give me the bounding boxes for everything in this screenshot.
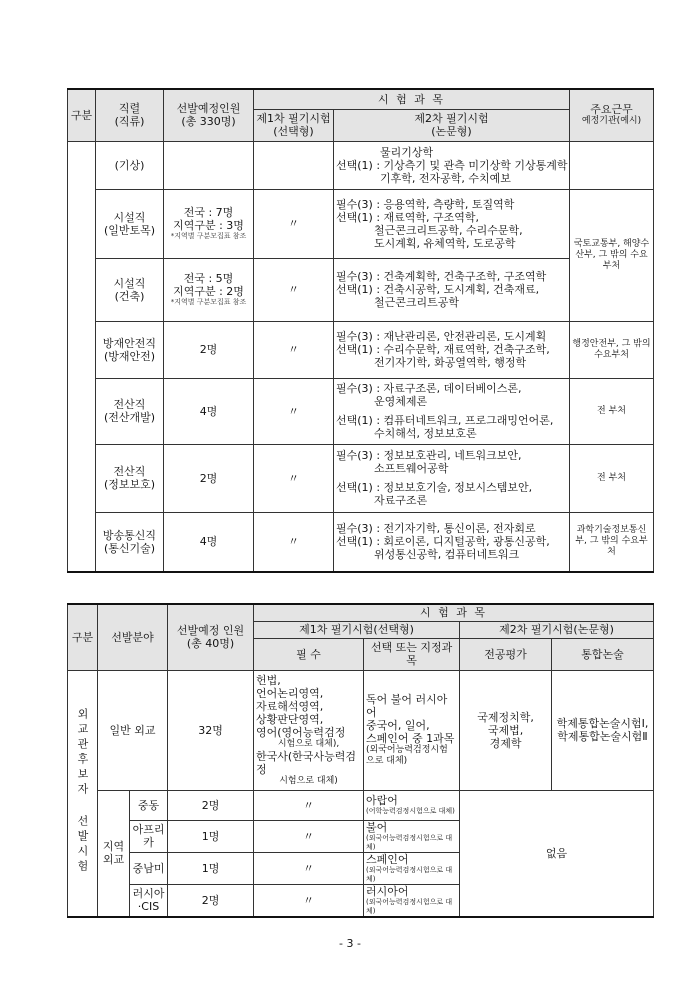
header-first-exam: 제1차 필기시험(선택형)	[254, 621, 460, 638]
subject-line: 수치해석, 정보보호론	[374, 427, 477, 440]
subject-line: 선택(1) : 회로이론, 디지털공학, 광통신공학,	[336, 535, 550, 549]
header-quota-total: (총 40명)	[186, 637, 235, 651]
major-line: 경제학	[489, 736, 522, 750]
area-cell: 중남미	[130, 852, 168, 884]
subject-line: 선택(1) : 수리수문학, 재료역학, 건축구조학,	[336, 343, 550, 356]
exam-table-1	[67, 88, 654, 573]
elective-cell	[364, 790, 460, 820]
integrated-line: 학제통합논술시험Ⅰ,	[556, 717, 649, 730]
quota-note: *지역별 구분모집표 참조	[170, 298, 247, 306]
header-jikryu-label: (직류)	[114, 115, 145, 129]
quota-cell: 2명	[164, 321, 254, 378]
first-exam-cell	[254, 141, 334, 189]
required-line: 상황판단영역,	[256, 712, 324, 726]
jikryu-name: (방재안전)	[103, 349, 156, 363]
subject-line: 물리기상학	[380, 145, 434, 159]
header-agency-sub: 예정기관(예시)	[581, 116, 642, 127]
second-exam-cell	[334, 321, 570, 378]
first-exam-cell: 〃	[254, 444, 334, 512]
header-gubun: 구분	[68, 604, 98, 670]
quota-note: *지역별 구분모집표 참조	[170, 232, 247, 240]
jikryeol-name: 방재안전직	[102, 336, 157, 350]
header-quota-label: 선발예정인원	[176, 102, 241, 116]
integrated-cell	[552, 670, 654, 790]
subject-line: 도시계획, 유체역학, 도로공학	[374, 236, 516, 250]
header-field: 선발분야	[98, 604, 168, 670]
table-row	[68, 670, 654, 790]
field-cell: 일반 외교	[98, 670, 168, 790]
lang-note: (외국어능력검정시험으로 대체)	[366, 897, 453, 915]
required-cell: 〃	[254, 820, 364, 852]
jikryeol-name: (기상)	[114, 158, 145, 172]
required-line: 자료해석영역,	[256, 699, 324, 713]
lang-name: 불어	[366, 820, 388, 834]
quota-regional: 지역구분 : 3명	[173, 219, 244, 232]
required-cell	[254, 670, 364, 790]
second-exam-cell	[334, 378, 570, 444]
required-cell: 〃	[254, 790, 364, 820]
integrated-line: 학제통합논술시험Ⅱ	[557, 730, 648, 743]
jikryeol-cell	[96, 141, 164, 189]
quota-cell: 1명	[168, 820, 254, 852]
jikryeol-cell	[96, 378, 164, 444]
second-exam-cell	[334, 141, 570, 189]
quota-cell: 4명	[164, 378, 254, 444]
elective-cell	[364, 670, 460, 790]
table-row	[68, 321, 654, 378]
area-cell: 중동	[130, 790, 168, 820]
subject-line: 필수(3) : 전기자기학, 통신이론, 전자회로	[336, 522, 536, 536]
jikryu-name: (통신기술)	[103, 541, 156, 555]
header-first-label: 제1차 필기시험	[256, 112, 331, 125]
subject-line: 운영체제론	[374, 395, 428, 408]
subject-line: 선택(1) : 재료역학, 구조역학,	[336, 210, 480, 224]
quota-cell: 2명	[168, 884, 254, 917]
agency-cell: 전 부처	[570, 444, 654, 512]
elective-line: 으로 대체)	[366, 756, 408, 766]
required-cell: 〃	[254, 884, 364, 917]
first-exam-cell: 〃	[254, 512, 334, 572]
jikryu-name: (건축)	[114, 289, 145, 303]
subject-line: 필수(3) : 자료구조론, 데이터베이스론,	[336, 382, 522, 395]
header-second-exam	[334, 109, 570, 141]
table-row	[68, 258, 654, 321]
jikryeol-cell	[96, 189, 164, 258]
header-first-sub: (선택형)	[273, 125, 314, 138]
quota-cell	[164, 189, 254, 258]
required-line: 언어논리영역,	[256, 686, 324, 700]
lang-note: (외국어능력검정시험으로 대체)	[366, 865, 453, 883]
subject-line: 선택(1) : 기상측기 및 관측 미기상학 기상통계학	[336, 158, 568, 172]
quota-cell: 2명	[164, 444, 254, 512]
first-exam-cell: 〃	[254, 258, 334, 321]
table-row	[68, 141, 654, 189]
table-row	[68, 790, 654, 820]
header-gubun: 구분	[68, 89, 96, 141]
lang-note: (어학능력검정시험으로 대체)	[366, 807, 455, 815]
elective-cell	[364, 884, 460, 917]
jikryeol-name: 전산직	[113, 465, 146, 478]
elective-line: (외국어능력검정시험	[366, 745, 448, 755]
header-second-label: 제2차 필기시험	[414, 112, 489, 125]
jikryu-name: (일반토목)	[103, 223, 156, 237]
quota-cell	[164, 258, 254, 321]
page-number: - 3 -	[339, 937, 361, 950]
quota-cell: 2명	[168, 790, 254, 820]
area-cell: 러시아·CIS	[130, 884, 168, 917]
header-second-sub: (논문형)	[431, 125, 472, 138]
agency-cell: 행정안전부, 그 밖의 수요부처	[570, 321, 654, 378]
header-jikryeol	[96, 89, 164, 141]
quota-cell: 4명	[164, 512, 254, 572]
jikryeol-name: 시설직	[113, 210, 146, 224]
subject-line: 전기자기학, 화공열역학, 행정학	[374, 356, 527, 369]
header-jikryeol-label: 직렬	[118, 102, 141, 116]
elective-line: 독어 불어 러시아어	[366, 693, 448, 719]
second-exam-cell	[334, 189, 570, 258]
required-line: 시험으로 대체),	[277, 738, 340, 749]
required-line: 시험으로 대체)	[279, 775, 338, 786]
subject-line: 철근콘크리트공학, 수리수문학,	[374, 223, 523, 237]
lang-note: (외국어능력검정시험으로 대체)	[366, 833, 453, 851]
table-row	[68, 512, 654, 572]
header-quota-total: (총 330명)	[181, 115, 236, 129]
lang-name: 아랍어	[366, 794, 398, 807]
jikryeol-cell	[96, 258, 164, 321]
quota-national: 전국 : 7명	[183, 206, 234, 219]
jikryu-name: (정보보호)	[103, 478, 156, 491]
jikryeol-cell	[96, 444, 164, 512]
elective-line: 스페인어 중 1과목	[366, 732, 455, 745]
header-quota-label: 선발예정 인원	[176, 624, 245, 638]
major-cell	[460, 670, 552, 790]
first-exam-cell: 〃	[254, 189, 334, 258]
subject-line: 기후학, 전자공학, 수치예보	[380, 171, 511, 185]
subject-line: 소프트웨어공학	[374, 462, 449, 475]
elective-cell	[364, 852, 460, 884]
regional-label-cell: 지역 외교	[98, 790, 130, 917]
subject-line: 선택(1) : 건축시공학, 도시계획, 건축재료,	[336, 283, 540, 296]
subject-line: 필수(3) : 재난관리론, 안전관리론, 도시계획	[336, 330, 547, 343]
category-label: 외교관후보자 선발시험	[76, 708, 89, 875]
header-second-exam: 제2차 필기시험(논문형)	[460, 621, 654, 638]
subject-line: 필수(3) : 응용역학, 측량학, 토질역학	[336, 197, 515, 211]
subject-line: 필수(3) : 건축계획학, 건축구조학, 구조역학	[336, 270, 547, 283]
header-first-exam	[254, 109, 334, 141]
required-line: 영어(영어능력검정	[256, 725, 346, 739]
agency-cell: 과학기술정보통신부, 그 밖의 수요부처	[570, 512, 654, 572]
exam-table-2	[67, 603, 654, 918]
header-required: 필 수	[254, 638, 364, 670]
none-cell: 없음	[460, 790, 654, 917]
jikryeol-name: 전산직	[113, 398, 146, 411]
subject-line: 위성통신공학, 컴퓨터네트워크	[374, 548, 520, 562]
lang-name: 러시아어	[366, 884, 409, 898]
header-agency-label: 주요근무	[590, 103, 633, 117]
elective-line: 중국어, 일어,	[366, 719, 430, 732]
major-line: 국제정치학,	[477, 710, 534, 724]
agency-cell: 전 부처	[570, 378, 654, 444]
second-exam-cell	[334, 258, 570, 321]
header-quota	[168, 604, 254, 670]
required-line: 헌법,	[256, 673, 281, 687]
gubun-cell	[68, 141, 96, 572]
area-cell: 아프리카	[130, 820, 168, 852]
header-elective: 선택 또는 지정과목	[364, 638, 460, 670]
agency-cell	[570, 141, 654, 189]
table-row	[68, 444, 654, 512]
header-subjects: 시 험 과 목	[254, 89, 570, 109]
header-quota	[164, 89, 254, 141]
second-exam-cell	[334, 444, 570, 512]
header-integrated: 통합논술	[552, 638, 654, 670]
header-agency	[570, 89, 654, 141]
required-cell: 〃	[254, 852, 364, 884]
subject-line: 자료구조론	[374, 494, 428, 507]
subject-line: 선택(1) : 정보보호기술, 정보시스템보안,	[336, 481, 533, 494]
elective-cell	[364, 820, 460, 852]
jikryeol-cell	[96, 321, 164, 378]
jikryeol-name: 시설직	[113, 276, 146, 290]
table-row	[68, 378, 654, 444]
agency-cell: 국토교통부, 해양수산부, 그 밖의 수요부처	[570, 189, 654, 321]
first-exam-cell: 〃	[254, 321, 334, 378]
category-cell	[68, 670, 98, 917]
required-line: 한국사(한국사능력검정	[256, 749, 356, 776]
jikryu-name: (전산개발)	[103, 411, 156, 424]
table-row	[68, 189, 654, 258]
header-major: 전공평가	[460, 638, 552, 670]
second-exam-cell	[334, 512, 570, 572]
jikryeol-name: 방송통신직	[102, 528, 157, 542]
lang-name: 스페인어	[366, 852, 409, 866]
quota-cell: 32명	[168, 670, 254, 790]
subject-line: 선택(1) : 컴퓨터네트워크, 프로그래밍언어론,	[336, 414, 554, 427]
subject-line: 철근콘크리트공학	[374, 296, 460, 309]
subject-line: 필수(3) : 정보보호관리, 네트워크보안,	[336, 449, 522, 462]
quota-cell: 1명	[168, 852, 254, 884]
quota-national: 전국 : 5명	[183, 272, 234, 285]
first-exam-cell: 〃	[254, 378, 334, 444]
header-subjects: 시 험 과 목	[254, 604, 654, 621]
quota-cell	[164, 141, 254, 189]
jikryeol-cell	[96, 512, 164, 572]
quota-regional: 지역구분 : 2명	[173, 285, 244, 298]
major-line: 국제법,	[487, 723, 524, 737]
